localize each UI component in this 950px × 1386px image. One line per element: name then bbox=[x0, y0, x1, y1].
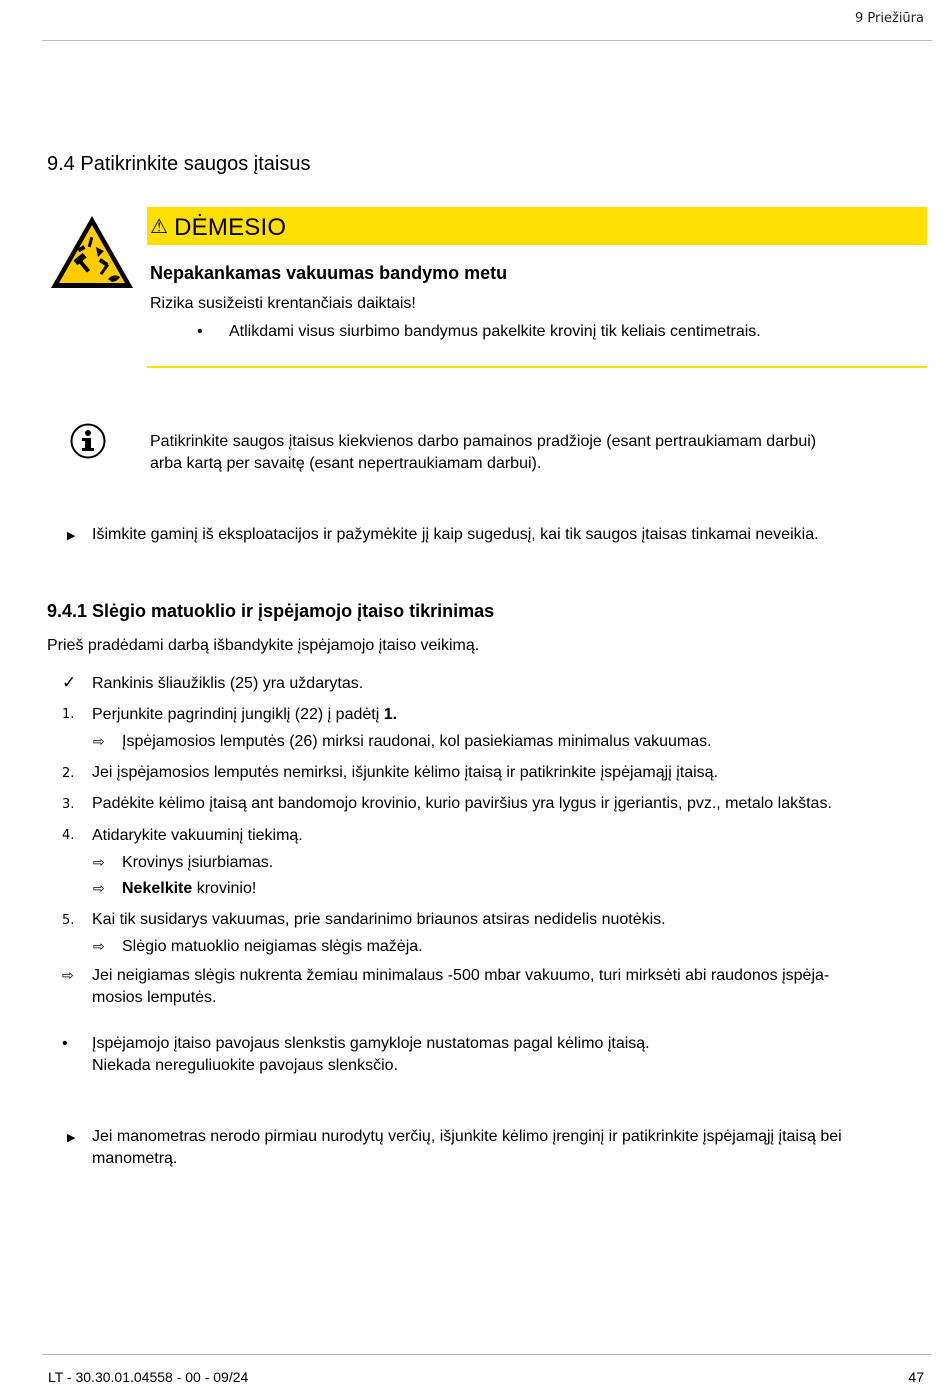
caution-measure: Atlikdami visus siurbimo bandymus pakelkite krovinį tik keliais centimetrais. bbox=[229, 323, 761, 340]
step-2: Jei įspėjamosios lemputės nemirksi, išjunkite kėlimo įtaisą ir patikrinkite įspėjamąjį įtaisą. bbox=[92, 764, 719, 781]
caution-triangle-icon: ⚠ bbox=[150, 216, 169, 238]
triangle-right-icon: ▶ bbox=[67, 1132, 76, 1144]
info-line-2: arba kartą per savaitę (esant nepertraukiamam darbui). bbox=[150, 455, 542, 472]
bullet-icon: • bbox=[62, 1035, 68, 1052]
info-icon bbox=[70, 423, 106, 459]
result-5: Slėgio matuoklio neigiamas slėgis mažėja. bbox=[122, 938, 423, 955]
final-result-line-2: mosios lemputės. bbox=[92, 989, 217, 1006]
caution-risk: Rizika susižeisti krentančiais daiktais! bbox=[150, 295, 416, 312]
caution-bottom-rule bbox=[147, 366, 927, 368]
outline-arrow-right-icon: ⇨ bbox=[93, 881, 105, 897]
result-4b: Nekelkite krovinio! bbox=[122, 880, 257, 897]
header-divider bbox=[42, 40, 932, 41]
subsection-title: 9.4.1 Slėgio matuoklio ir įspėjamojo įtaiso tikrinimas bbox=[47, 601, 495, 621]
caution-title: Nepakankamas vakuumas bandymo metu bbox=[150, 263, 508, 283]
instruction-1: Išimkite gaminį iš eksploatacijos ir pažymėkite jį kaip sugedusį, kai tik saugos įtaisas tinkamai neveikia. bbox=[92, 526, 819, 543]
page-number: 47 bbox=[908, 1369, 924, 1385]
note-line-1: Įspėjamojo įtaiso pavojaus slenkstis gamykloje nustatomas pagal kėlimo įtaisą. bbox=[92, 1035, 650, 1052]
result-4a: Krovinys įsiurbiamas. bbox=[122, 854, 274, 871]
precondition: Rankinis šliaužiklis (25) yra uždarytas. bbox=[92, 675, 364, 692]
outline-arrow-right-icon: ⇨ bbox=[93, 855, 105, 871]
step-4: Atidarykite vakuuminį tiekimą. bbox=[92, 827, 303, 844]
outline-arrow-right-icon: ⇨ bbox=[62, 968, 74, 984]
instruction-2-line-1: Jei manometras nerodo pirmiau nurodytų verčių, išjunkite kėlimo įrenginį ir patikrinkite įspėjamąjį įtaisą bei bbox=[92, 1128, 842, 1145]
instruction-2-line-2: manometrą. bbox=[92, 1150, 178, 1167]
section-title: 9.4 Patikrinkite saugos įtaisus bbox=[47, 153, 311, 175]
outline-arrow-right-icon: ⇨ bbox=[93, 734, 105, 750]
step-number: 3. bbox=[62, 797, 75, 812]
triangle-right-icon: ▶ bbox=[67, 530, 76, 542]
step-number: 2. bbox=[62, 766, 75, 781]
result-1: Įspėjamosios lemputės (26) mirksi raudonai, kol pasiekiamas minimalus vakuumas. bbox=[122, 733, 712, 750]
bullet-icon: • bbox=[197, 323, 203, 340]
footer-doc-id: LT - 30.30.01.04558 - 00 - 09/24 bbox=[48, 1369, 249, 1385]
falling-objects-warning-icon bbox=[48, 213, 136, 291]
outline-arrow-right-icon: ⇨ bbox=[93, 939, 105, 955]
step-number: 4. bbox=[62, 828, 75, 843]
step-5: Kai tik susidarys vakuumas, prie sandarinimo briaunos atsiras nedidelis nuotėkis. bbox=[92, 911, 666, 928]
final-result-line-1: Jei neigiamas slėgis nukrenta žemiau minimalaus -500 mbar vakuumo, turi mirksėti abi raudonos įspėja- bbox=[92, 967, 830, 984]
step-3: Padėkite kėlimo įtaisą ant bandomojo krovinio, kurio paviršius yra lygus ir įgeriantis, pvz., metalo lakštas. bbox=[92, 795, 832, 812]
subsection-intro: Prieš pradėdami darbą išbandykite įspėjamojo įtaiso veikimą. bbox=[47, 637, 480, 654]
step-1: Perjunkite pagrindinį jungiklį (22) į padėtį 1. bbox=[92, 706, 398, 723]
info-line-1: Patikrinkite saugos įtaisus kiekvienos darbo pamainos pradžioje (esant pertraukiamam darbui) bbox=[150, 433, 817, 450]
footer-divider bbox=[42, 1354, 932, 1355]
caution-label: ⚠ DĖMESIO bbox=[150, 214, 287, 241]
step-number: 1. bbox=[62, 707, 75, 722]
checkmark-icon: ✓ bbox=[62, 673, 77, 692]
header-section: 9 Priežiūra bbox=[855, 11, 924, 26]
step-number: 5. bbox=[62, 913, 75, 928]
note-line-2: Niekada nereguliuokite pavojaus slenksčio. bbox=[92, 1057, 398, 1074]
